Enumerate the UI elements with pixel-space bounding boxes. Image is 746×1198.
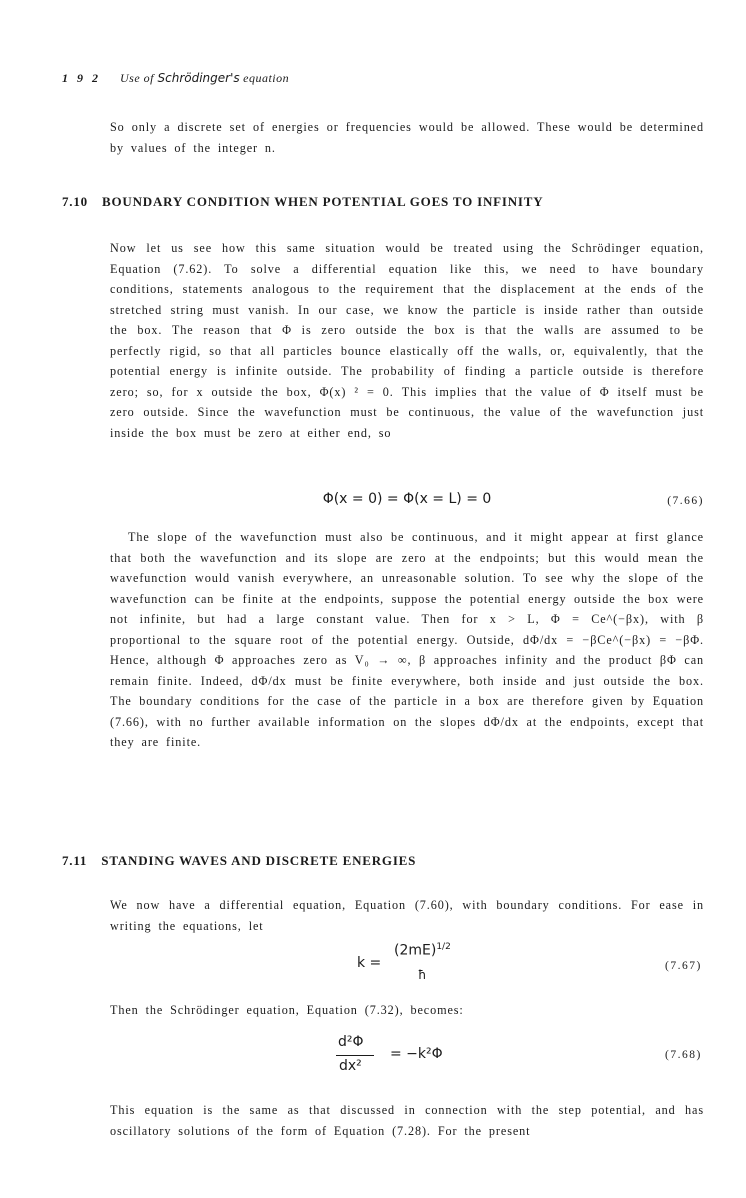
equation-denominator: dx² <box>339 1058 362 1074</box>
equation-number: (7.67) <box>665 960 702 972</box>
equation-numerator: $(2mE)^{1/2}$ <box>394 942 451 959</box>
equation-number: (7.66) <box>667 495 704 507</box>
fraction-bar <box>336 1055 374 1056</box>
equation-rhs: = −k²Φ <box>390 1046 443 1062</box>
paragraph-slope: The slope of the wavefunction must also be continuous, and it might appear at first glance that both the wavefunction and its slope are zero at the endpoints; but this would mean the wavefunction would vanish everywhere, an unreasonable solution. To see why the slope of the wavefunction can be finite at the endpoints, suppose the potential energy outside the box were not infinite, but had a large constant value. Then for x > L, Φ = Ce^(−βx), with β proportional to the square root of the potential energy. Outside, dΦ/dx = −βCe^(−βx) = −βΦ. Hence, although Φ approaches zero as V₀ → ∞, β approaches infinity and the product βΦ can remain finite. Indeed, dΦ/dx must be finite everywhere, both inside and just outside the box. The boundary conditions for the case of the particle in a box are therefore given by Equation (7.66), with no further available information on the slopes dΦ/dx at the endpoints, except that they are finite. <box>110 530 704 749</box>
section-title: BOUNDARY CONDITION WHEN POTENTIAL GOES TO INFINITY <box>102 194 544 209</box>
section-heading-7-11 <box>62 853 416 869</box>
running-head-main: Schrödinger's <box>157 71 240 85</box>
equation-denominator: ħ <box>418 968 427 982</box>
paragraph-differential: We now have a differential equation, Equation (7.60), with boundary conditions. For ease in writing the equations, let <box>110 898 704 933</box>
section-heading-7-10 <box>62 194 543 210</box>
paragraph-intro: So only a discrete set of energies or frequencies would be allowed. These would be determined by values of the integer n. <box>110 120 704 155</box>
running-header <box>62 71 289 86</box>
running-head-pre: Use of <box>120 71 158 85</box>
section-number: 7.10 <box>62 194 88 209</box>
equation-number: (7.68) <box>665 1049 702 1061</box>
equation-body: Φ(x = 0) = Φ(x = L) = 0 <box>322 491 492 507</box>
equation-numerator: d²Φ <box>338 1034 364 1050</box>
section-title: STANDING WAVES AND DISCRETE ENERGIES <box>101 853 417 868</box>
paragraph-schrodinger: Then the Schrödinger equation, Equation (7.32), becomes: <box>110 1003 464 1017</box>
page-number: 1 9 2 <box>62 71 101 85</box>
running-head-post: equation <box>239 71 290 85</box>
equation-7-66 <box>110 491 704 517</box>
section-number: 7.11 <box>62 853 88 868</box>
paragraph-step-potential: This equation is the same as that discussed in connection with the step potential, and has oscillatory solutions of the form of Equation (7.28). For the present <box>110 1103 704 1138</box>
equation-lhs: k = <box>357 955 382 971</box>
paragraph-boundary: Now let us see how this same situation would be treated using the Schrödinger equation, Equation (7.62). To solve a differential equation like this, we need to have boundary conditions, statements analogous to the requirement that the displacement at the ends of the stretched string must vanish. In our case, we know the particle is inside rather than outside the box. The reason that Φ is zero outside the box is that the walls are assumed to be perfectly rigid, so that all particles bounce elastically off the walls, or, equivalently, that the potential energy is infinite outside. The probability of finding a particle outside is therefore zero; so, for x outside the box, Φ(x) ² = 0. This implies that the value of Φ itself must be zero outside. Since the wavefunction must be continuous, the value of the wavefunction just inside the box must be zero at either end, so <box>110 241 704 440</box>
